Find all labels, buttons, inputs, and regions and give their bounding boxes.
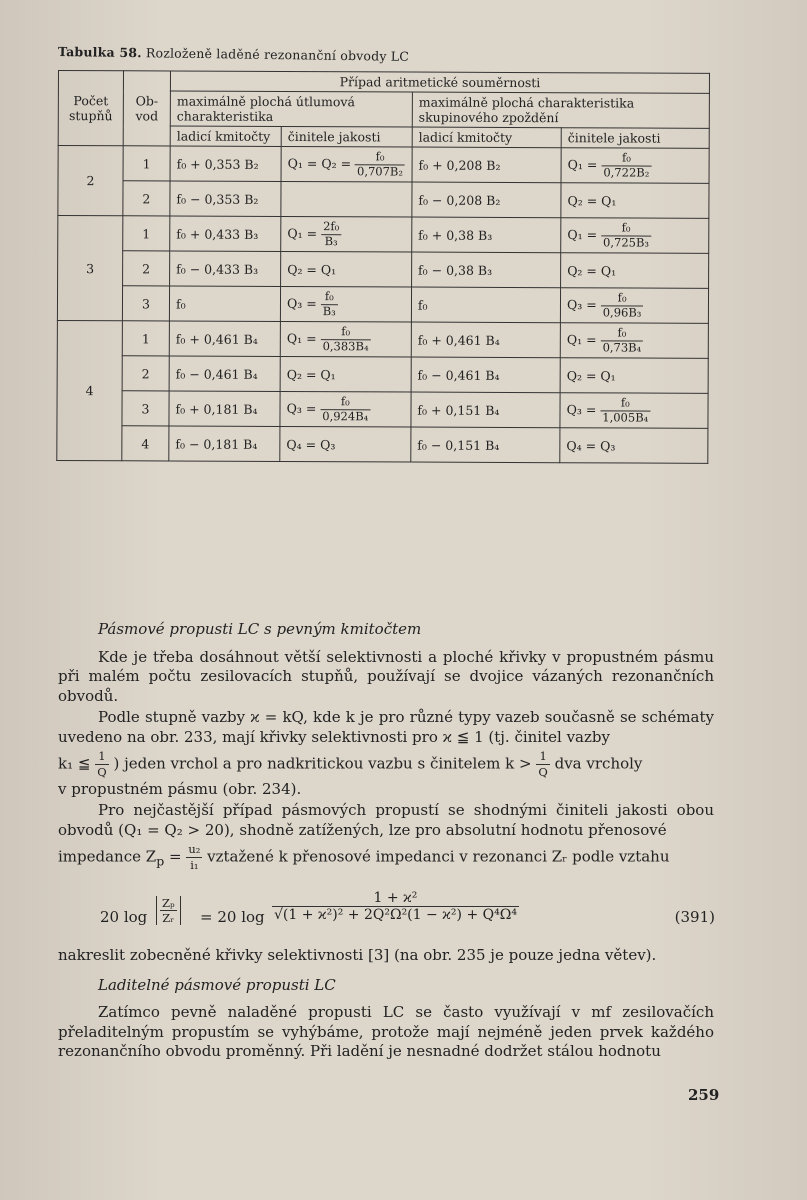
q-cell-2-fraction (601, 221, 651, 250)
q-cell-2-label: Q₂ = Q₁ (567, 192, 617, 208)
p3b-pre: impedance Z (58, 847, 157, 866)
p2b-num: 1 (95, 749, 108, 765)
q-cell-2-label: Q₁ = (567, 156, 598, 172)
freq-cell-1: f₀ − 0,461 B₄ (169, 356, 280, 391)
freq-cell-2: f₀ − 0,38 B₃ (411, 252, 560, 288)
section-heading-tunable: Laditelné pásmové propusti LC (98, 975, 336, 994)
q-cell-1-label: Q₃ = (286, 400, 317, 416)
q-cell-2 (561, 218, 709, 254)
q-cell-1-label: Q₁ = Q₂ = (287, 155, 352, 171)
q-cell-2 (560, 428, 708, 464)
p2b-pre: k₁ ≦ (58, 754, 91, 773)
stage-count-cell: 3 (57, 216, 122, 321)
paragraph-1: Kde je třeba dosáhnout větší selektivnosti a ploché křivky v propustném pásmu při malém počtu zesilovacích stupňů, používají se dvojice vázaných rezonančních obvodů. (58, 647, 714, 705)
page-number: 259 (688, 1086, 720, 1104)
p3b-post: vztažené k přenosové impedanci v rezonanci Zᵣ podle vztahu (207, 847, 670, 866)
circuit-cell: 3 (122, 286, 169, 321)
p2b-den-2: Q (538, 764, 548, 779)
p3b-eq: = (168, 847, 182, 866)
header-group-attenuation: maximálně plochá útlumová charakteristika (170, 91, 412, 127)
header-freq-2: ladicí kmitočty (412, 127, 561, 148)
table-row (58, 216, 709, 254)
fraction-denominator: 0,707B₂ (357, 163, 404, 179)
q-cell-1-label: Q₄ = Q₃ (286, 436, 336, 452)
freq-cell-2: f₀ − 0,461 B₄ (411, 357, 560, 393)
freq-cell-2: f₀ + 0,38 B₃ (412, 217, 561, 253)
paragraph-2c: v propustném pásmu (obr. 234). (58, 779, 302, 798)
q-cell-2-fraction (600, 396, 650, 425)
table-row (57, 286, 708, 324)
fraction-numerator: 2f₀ (321, 220, 341, 235)
q-cell-1-label: Q₃ = (287, 295, 317, 311)
table-row (58, 146, 709, 184)
table-row (57, 390, 708, 428)
circuit-cell: 4 (122, 426, 169, 461)
q-cell-2-label: Q₂ = Q₁ (567, 262, 617, 278)
fraction-numerator: f₀ (601, 326, 644, 341)
p3b-fraction (186, 842, 202, 873)
q-cell-1 (280, 356, 411, 392)
p2b-post: dva vrcholy (554, 754, 643, 773)
fraction-denominator: 0,383B₄ (322, 338, 369, 353)
q-cell-1-fraction (321, 325, 371, 354)
table-label: Tabulka 58. (57, 44, 142, 61)
body-text (58, 620, 714, 873)
freq-cell-2: f₀ − 0,151 B₄ (411, 427, 560, 463)
q-cell-2 (561, 253, 709, 289)
q-cell-1 (280, 321, 411, 357)
q-cell-2 (560, 358, 708, 394)
q-cell-2-label: Q₁ = (567, 226, 598, 242)
eq-z-num: Zₚ (162, 896, 175, 910)
p2b-den: Q (97, 764, 107, 779)
header-q-2: činitele jakosti (561, 128, 709, 149)
circuit-cell: 2 (123, 181, 170, 216)
paragraph-3b (58, 842, 714, 873)
q-cell-1-label: Q₂ = Q₁ (286, 366, 336, 382)
paragraph-5: Zatímco pevně naladěné propusti LC se často využívají v mf zesilovačích přeladitelným propustím se vyhýbáme, protože mají nejméně jeden prvek každého rezonančního obvodu proměnný. Při ladění je nesnadné dodržet stálou hodnotu (58, 1003, 714, 1060)
q-cell-2 (561, 183, 709, 219)
p3b-sub: p (156, 853, 165, 869)
q-cell-1-label: Q₁ = (287, 225, 318, 241)
fraction-numerator: f₀ (601, 291, 644, 306)
circuit-cell: 2 (123, 251, 170, 286)
eq-main-fraction (272, 890, 519, 923)
circuit-cell: 1 (123, 146, 170, 181)
fraction-numerator: f₀ (320, 395, 370, 410)
q-cell-2-fraction (601, 326, 644, 355)
freq-cell-1: f₀ − 0,433 B₃ (170, 251, 281, 286)
q-cell-1-fraction (355, 150, 405, 179)
fraction-denominator: 0,96B₃ (602, 304, 642, 320)
q-cell-1-label: Q₁ = (286, 330, 317, 346)
q-cell-2-fraction (601, 151, 651, 180)
q-cell-1 (281, 251, 412, 287)
fraction-numerator: f₀ (600, 396, 650, 411)
fraction-denominator: 0,725B₃ (603, 234, 650, 250)
eq-mid: = 20 log (200, 908, 265, 926)
q-cell-2-label: Q₁ = (566, 331, 597, 347)
p3b-num: u₂ (188, 842, 201, 857)
p2b-num-2: 1 (536, 749, 549, 765)
q-cell-2-fraction (601, 291, 644, 320)
q-cell-2 (560, 393, 708, 429)
q-cell-1-fraction (320, 395, 370, 424)
header-circuit: Ob- vod (123, 71, 170, 146)
stage-count-cell: 2 (58, 146, 123, 216)
q-cell-1 (281, 146, 412, 182)
fraction-numerator: f₀ (601, 221, 651, 236)
stage-count-cell: 4 (57, 320, 123, 460)
q-cell-2 (560, 288, 708, 324)
freq-cell-1: f₀ + 0,353 B₂ (170, 146, 281, 181)
fraction-denominator: B₃ (322, 303, 336, 318)
table-row (58, 251, 709, 289)
table-caption (58, 44, 409, 64)
eq-z-den: Zᵣ (162, 911, 175, 925)
q-cell-1-fraction (321, 220, 341, 249)
eq-den (272, 907, 519, 923)
eq-left: 20 log (100, 908, 148, 926)
table-row (58, 181, 709, 219)
freq-cell-1: f₀ − 0,353 B₂ (170, 181, 281, 216)
circuit-cell: 3 (122, 391, 169, 426)
freq-cell-1: f₀ + 0,433 B₃ (170, 216, 281, 251)
fraction-numerator: f₀ (321, 325, 371, 340)
q-cell-1 (280, 286, 411, 322)
q-cell-2-label: Q₃ = (567, 296, 597, 312)
paragraph-2b (58, 749, 714, 780)
q-cell-1 (280, 391, 411, 427)
fraction-denominator: 0,722B₂ (603, 164, 650, 180)
q-cell-1 (280, 426, 411, 462)
header-stages: Počet stupňů (58, 71, 123, 146)
q-cell-1-fraction (321, 290, 338, 319)
section-heading-fixed: Pásmové propusti LC s pevným kmitočtem (98, 620, 422, 638)
q-cell-2-label: Q₄ = Q₃ (566, 437, 616, 453)
freq-cell-2: f₀ − 0,208 B₂ (412, 182, 561, 218)
eq-number: (391) (674, 908, 715, 926)
header-group-delay: maximálně plochá charakteristika skupinového zpoždění (412, 92, 709, 128)
q-cell-1 (281, 216, 412, 252)
freq-cell-2: f₀ + 0,461 B₄ (411, 322, 560, 358)
fraction-numerator: f₀ (601, 151, 651, 166)
freq-cell-2: f₀ + 0,208 B₂ (412, 147, 561, 183)
table-row (57, 320, 708, 358)
fraction-denominator: B₃ (324, 233, 338, 248)
freq-cell-1: f₀ (169, 286, 280, 321)
table-row (57, 355, 708, 393)
freq-cell-1: f₀ − 0,181 B₄ (169, 426, 280, 461)
circuit-cell: 2 (122, 356, 169, 391)
eq-num: 1 + ϰ² (272, 890, 519, 907)
circuit-cell: 1 (123, 216, 170, 251)
circuit-cell: 1 (122, 321, 169, 356)
q-cell-1 (281, 181, 412, 217)
body-text-2 (58, 946, 714, 1062)
header-case: Případ aritmetické souměrnosti (170, 71, 709, 93)
p2b-fraction (95, 749, 108, 780)
sqrt-icon: √ (274, 907, 283, 923)
equation-391 (100, 890, 715, 946)
header-freq-1: ladicí kmitočty (170, 126, 281, 146)
eq-den-text: (1 + ϰ²)² + 2Q²Ω²(1 − ϰ²) + Q⁴Ω⁴ (282, 907, 517, 923)
fraction-numerator: f₀ (321, 290, 338, 305)
p2b-fraction-2 (536, 749, 549, 780)
table-title: Rozloženě laděné rezonanční obvody LC (145, 45, 410, 64)
fraction-denominator: 0,73B₄ (602, 339, 642, 355)
eq-z-ratio (156, 896, 181, 925)
fraction-numerator: f₀ (355, 150, 405, 165)
table-row (57, 425, 708, 463)
q-cell-1-label: Q₂ = Q₁ (287, 261, 337, 277)
paragraph-4: nakreslit zobecněné křivky selektivnosti [3] (na obr. 235 je pouze jedna větev). (58, 946, 657, 964)
freq-cell-2: f₀ (411, 287, 560, 323)
paragraph-3a: Pro nejčastější případ pásmových propustí se shodnými činiteli jakosti obou obvodů (Q₁ = Q₂ > 20), shodně zatížených, lze pro absolutní hodnotu přenosové (58, 801, 714, 839)
freq-cell-1: f₀ + 0,461 B₄ (169, 321, 280, 356)
p3b-den: i₁ (190, 858, 199, 873)
q-cell-2 (560, 323, 708, 359)
q-cell-2-label: Q₃ = (566, 401, 597, 417)
header-q-1: činitele jakosti (281, 126, 412, 147)
fraction-denominator: 0,924B₄ (322, 408, 369, 423)
freq-cell-1: f₀ + 0,181 B₄ (169, 391, 280, 426)
resonant-circuits-table (56, 70, 710, 464)
q-cell-2-label: Q₂ = Q₁ (566, 367, 616, 383)
q-cell-2 (561, 148, 709, 184)
paragraph-2a: Podle stupně vazby ϰ = kQ, kde k je pro různé typy vazeb současně se schématy uvedeno na obr. 233, mají křivky selektivnosti pro ϰ ≦ 1 (tj. činitel vazby (58, 708, 714, 746)
freq-cell-2: f₀ + 0,151 B₄ (411, 392, 560, 428)
p2b-mid: ) jeden vrchol a pro nadkritickou vazbu s činitelem k > (113, 754, 532, 773)
fraction-denominator: 1,005B₄ (602, 409, 649, 425)
